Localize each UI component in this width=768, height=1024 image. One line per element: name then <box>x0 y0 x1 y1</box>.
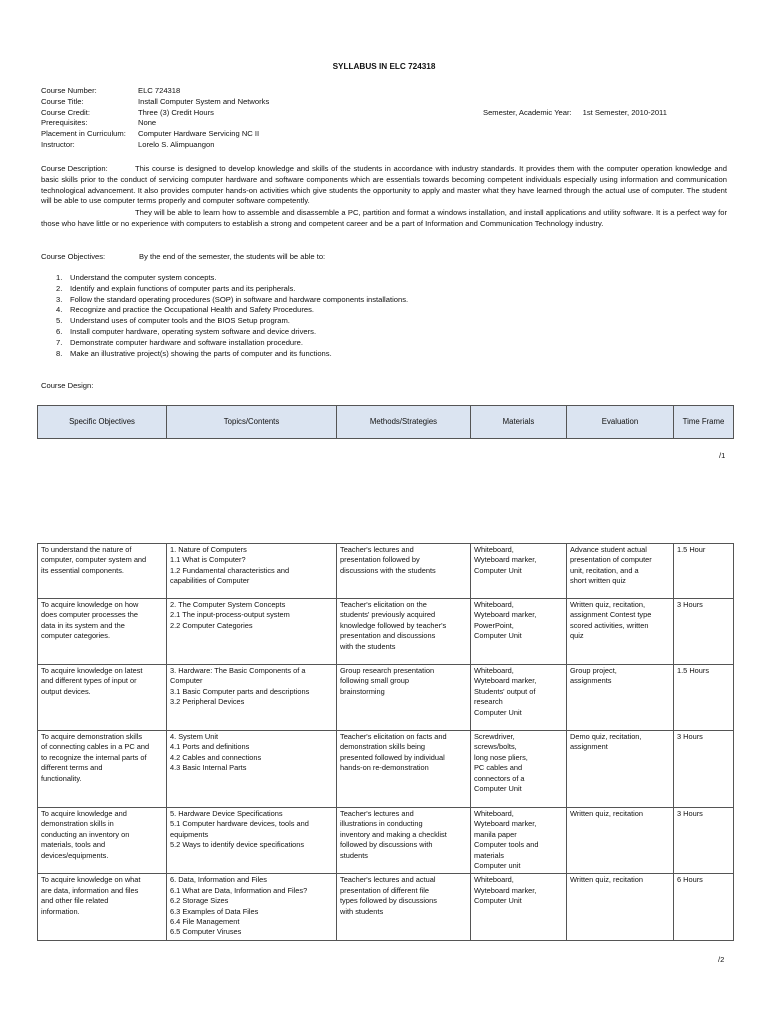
page-number: /2 <box>718 955 725 964</box>
cell-line: Computer Unit <box>474 784 522 794</box>
cell-line: Whiteboard, <box>474 809 514 818</box>
cell-line: demonstration skills being <box>340 742 426 752</box>
cell-materials <box>471 874 567 940</box>
cell-line: assignments <box>570 676 612 686</box>
cell-topics <box>167 808 337 874</box>
cell-line: Teacher's lectures and actual <box>340 875 436 885</box>
cell-line: 1. Nature of Computers <box>170 545 247 554</box>
cell-line: Computer unit <box>474 861 521 871</box>
semester-info <box>483 108 667 119</box>
cell-methods <box>337 544 471 599</box>
cell-line: presentation followed by <box>340 555 420 565</box>
cell-line: unit, recitation, and a <box>570 565 639 575</box>
objective-text: Demonstrate computer hardware and software installation procedure. <box>70 337 303 347</box>
cell-line: quiz <box>570 631 584 641</box>
cell-methods <box>337 874 471 940</box>
cell-line: inventory and making a checklist <box>340 829 447 839</box>
cell-line: materials, tools and <box>41 840 106 850</box>
objective-number: 6. <box>56 326 63 336</box>
cell-line: and other file related <box>41 896 109 906</box>
info-row-course-title <box>41 97 269 108</box>
header-materials: Materials <box>471 406 567 439</box>
cell-line: following small group <box>340 676 410 686</box>
cell-line: illustrations in conducting <box>340 819 423 829</box>
cell-line: manila paper <box>474 829 517 839</box>
semester-label: Semester, Academic Year: <box>483 108 572 117</box>
header-topics-contents: Topics/Contents <box>167 406 337 439</box>
cell-line: Computer Unit <box>474 631 522 641</box>
table-row <box>38 544 734 599</box>
course-design-table <box>37 543 734 941</box>
cell-line: Written quiz, recitation, <box>570 600 646 609</box>
cell-line: Wyteboard marker, <box>474 676 537 686</box>
cell-line: Advance student actual <box>570 545 647 554</box>
info-row-prerequisites <box>41 118 269 129</box>
objective-number: 4. <box>56 305 63 315</box>
cell-topics <box>167 665 337 731</box>
course-description <box>41 164 727 207</box>
info-value: Install Computer System and Networks <box>138 96 270 106</box>
cell-line: 6.4 File Management <box>170 917 240 927</box>
cell-line: Written quiz, recitation <box>570 809 643 818</box>
cell-specific-objective <box>38 808 167 874</box>
cell-line: presented followed by individual <box>340 752 445 762</box>
cell-line: Students' output of <box>474 686 536 696</box>
objective-item <box>56 295 408 306</box>
cell-line: does computer processes the <box>41 610 138 620</box>
info-row-course-credit <box>41 108 269 119</box>
cell-line: Whiteboard, <box>474 545 514 554</box>
cell-evaluation <box>567 544 674 599</box>
cell-line: to recognize the internal parts of <box>41 752 147 762</box>
cell-line: To acquire knowledge on latest <box>41 666 143 675</box>
cell-materials <box>471 731 567 808</box>
cell-topics <box>167 599 337 665</box>
objective-text: Follow the standard operating procedures (SOP) in software and hardware components installations. <box>70 294 409 304</box>
cell-line: To acquire demonstration skills <box>41 732 143 741</box>
cell-time-frame: 3 Hours <box>674 599 734 665</box>
table-row <box>38 665 734 731</box>
cell-line: 4. System Unit <box>170 732 219 741</box>
cell-line: Written quiz, recitation <box>570 875 643 885</box>
objective-item <box>56 305 408 316</box>
objective-number: 3. <box>56 294 63 304</box>
cell-time-frame: 6 Hours <box>674 874 734 940</box>
cell-line: Wyteboard marker, <box>474 885 537 895</box>
cell-line: PC cables and <box>474 763 523 773</box>
cell-topics <box>167 544 337 599</box>
cell-line: 3. Hardware: The Basic Components of a <box>170 666 306 675</box>
cell-line: To understand the nature of <box>41 545 132 554</box>
cell-line: Computer <box>170 676 203 686</box>
objectives-heading <box>41 252 325 263</box>
cell-line: 5.2 Ways to identify device specifications <box>170 840 305 850</box>
info-row-instructor <box>41 140 269 151</box>
info-label: Course Title: <box>41 96 84 106</box>
cell-line: types followed by discussions <box>340 896 437 906</box>
cell-evaluation <box>567 665 674 731</box>
cell-evaluation <box>567 874 674 940</box>
description-paragraph-1: This course is designed to develop knowledge and skills of the students in accordance with industry standards. It provides them with the computer operation knowledge and basic skills prior to the conduct of servicing computer hardware and software components which are essentials towards becoming competent individuals especially using information and communication technological advancement. It also provides computer hands-on activities which give students the opportunity to apply and master what they have learned through the actual use of computer. The student will be able to use computer terms properly and computer software competently. <box>41 164 727 206</box>
objectives-label: Course Objectives: <box>41 252 106 261</box>
cell-line: Group research presentation <box>340 666 435 675</box>
cell-specific-objective <box>38 665 167 731</box>
objective-item <box>56 284 408 295</box>
cell-specific-objective <box>38 731 167 808</box>
cell-line: capabilities of Computer <box>170 576 250 586</box>
cell-materials <box>471 544 567 599</box>
cell-line: knowledge followed by teacher's <box>340 620 447 630</box>
objective-number: 1. <box>56 273 63 282</box>
cell-line: presentation of computer <box>570 555 652 565</box>
objective-text: Understand uses of computer tools and the BIOS Setup program. <box>70 316 290 326</box>
cell-line: 6.5 Computer Viruses <box>170 927 242 937</box>
cell-line: Computer Unit <box>474 896 522 906</box>
cell-line: functionality. <box>41 773 82 783</box>
cell-line: assignment Contest type <box>570 610 652 620</box>
cell-line: Computer tools and <box>474 840 539 850</box>
cell-line: assignment <box>570 742 608 752</box>
objective-text: Understand the computer system concepts. <box>70 273 217 282</box>
cell-line: of connecting cables in a PC and <box>41 742 150 752</box>
cell-line: 4.3 Basic Internal Parts <box>170 763 247 773</box>
cell-line: Wyteboard marker, <box>474 819 537 829</box>
info-row-placement <box>41 129 269 140</box>
cell-line: devices/equipments. <box>41 850 109 860</box>
objective-text: Install computer hardware, operating system software and device drivers. <box>70 326 317 336</box>
cell-specific-objective <box>38 599 167 665</box>
cell-time-frame: 3 Hours <box>674 731 734 808</box>
table-row <box>38 731 734 808</box>
cell-specific-objective <box>38 874 167 940</box>
cell-line: Computer Unit <box>474 565 522 575</box>
header-time-frame: Time Frame <box>674 406 734 439</box>
info-label: Course Number: <box>41 86 97 95</box>
cell-line: Computer Unit <box>474 707 522 717</box>
cell-methods <box>337 599 471 665</box>
cell-line: discussions with the students <box>340 565 436 575</box>
cell-line: screws/bolts, <box>474 742 517 752</box>
cell-line: 5. Hardware Device Specifications <box>170 809 283 818</box>
description-label: Course Description: <box>41 164 108 173</box>
cell-line: demonstration skills in <box>41 819 114 829</box>
cell-line: with the students <box>340 641 396 651</box>
cell-line: Wyteboard marker, <box>474 555 537 565</box>
cell-line: Whiteboard, <box>474 666 514 675</box>
cell-line: different terms and <box>41 763 103 773</box>
info-value: None <box>138 118 157 128</box>
cell-line: output devices. <box>41 686 91 696</box>
cell-methods <box>337 808 471 874</box>
cell-line: its essential components. <box>41 565 124 575</box>
cell-methods <box>337 665 471 731</box>
cell-evaluation <box>567 599 674 665</box>
cell-line: 2.1 The input-process-output system <box>170 610 290 620</box>
cell-line: information. <box>41 906 80 916</box>
cell-line: Teacher's lectures and <box>340 545 414 554</box>
objective-item <box>56 349 408 360</box>
table-row <box>38 808 734 874</box>
cell-line: Demo quiz, recitation, <box>570 732 642 741</box>
cell-time-frame: 1.5 Hours <box>674 665 734 731</box>
cell-line: To acquire knowledge on what <box>41 875 141 885</box>
objective-text: Identify and explain functions of computer parts and its peripherals. <box>70 283 296 293</box>
cell-line: 4.2 Cables and connections <box>170 752 262 762</box>
page-title: SYLLABUS IN ELC 724318 <box>332 62 436 71</box>
info-value: Computer Hardware Servicing NC II <box>138 129 260 139</box>
objective-text: Make an illustrative project(s) showing the parts of computer and its functions. <box>70 348 332 358</box>
cell-line: 6.2 Storage Sizes <box>170 896 229 906</box>
cell-line: data in its system and the <box>41 620 125 630</box>
cell-line: 2. The Computer System Concepts <box>170 600 286 609</box>
cell-line: 6.1 What are Data, Information and Files? <box>170 885 308 895</box>
cell-line: To acquire knowledge on how <box>41 600 139 609</box>
cell-line: 3.2 Peripheral Devices <box>170 697 245 707</box>
cell-line: materials <box>474 850 504 860</box>
objective-item <box>56 273 408 284</box>
cell-materials <box>471 599 567 665</box>
cell-evaluation <box>567 731 674 808</box>
cell-line: 6. Data, Information and Files <box>170 875 267 885</box>
course-design-header-table <box>37 405 734 439</box>
header-methods-strategies: Methods/Strategies <box>337 406 471 439</box>
header-evaluation: Evaluation <box>567 406 674 439</box>
info-label: Instructor: <box>41 139 75 149</box>
semester-value: 1st Semester, 2010-2011 <box>582 108 667 117</box>
cell-line: presentation of different file <box>340 885 430 895</box>
cell-line: connectors of a <box>474 773 525 783</box>
objective-number: 2. <box>56 283 63 293</box>
cell-line: 1.1 What is Computer? <box>170 555 246 565</box>
header-specific-objectives: Specific Objectives <box>38 406 167 439</box>
cell-methods <box>337 731 471 808</box>
cell-line: Group project, <box>570 666 617 675</box>
description-paragraph-2: They will be able to learn how to assemble and disassemble a PC, partition and format a windows installation, and install applications and utility software. It is a perfect way for those who have little or no experience with computers to establish a strong and competent career and be a part of Information and Communication Technology industry. <box>41 208 727 228</box>
cell-line: students' previously acquired <box>340 610 436 620</box>
cell-line: 4.1 Ports and definitions <box>170 742 250 752</box>
objective-item <box>56 338 408 349</box>
course-design-label: Course Design: <box>41 381 94 390</box>
cell-materials <box>471 665 567 731</box>
info-label: Prerequisites: <box>41 118 88 128</box>
cell-line: 2.2 Computer Categories <box>170 620 253 630</box>
cell-line: Teacher's elicitation on facts and <box>340 732 447 741</box>
table-row <box>38 599 734 665</box>
cell-time-frame: 1.5 Hour <box>674 544 734 599</box>
info-label: Course Credit: <box>41 107 90 117</box>
course-info <box>41 86 269 151</box>
cell-line: 3.1 Basic Computer parts and descriptions <box>170 686 310 696</box>
cell-line: are data, information and files <box>41 885 139 895</box>
objectives-intro: By the end of the semester, the students will be able to: <box>139 252 326 261</box>
cell-line: short written quiz <box>570 576 626 586</box>
cell-line: equipments <box>170 829 209 839</box>
cell-line: Teacher's lectures and <box>340 809 414 818</box>
cell-line: PowerPoint, <box>474 620 514 630</box>
info-row-course-number <box>41 86 269 97</box>
cell-line: Wyteboard marker, <box>474 610 537 620</box>
cell-line: with students <box>340 906 384 916</box>
cell-line: Teacher's elicitation on the <box>340 600 427 609</box>
objective-number: 5. <box>56 316 63 326</box>
cell-materials <box>471 808 567 874</box>
cell-line: conducting an inventory on <box>41 829 130 839</box>
page-number: /1 <box>719 451 726 460</box>
info-label: Placement in Curriculum: <box>41 129 126 139</box>
cell-line: and different types of input or <box>41 676 137 686</box>
info-value: Three (3) Credit Hours <box>138 107 214 117</box>
cell-line: computer, computer system and <box>41 555 147 565</box>
cell-line: presentation and discussions <box>340 631 436 641</box>
info-value: Lorelo S. Alimpuangon <box>138 139 215 149</box>
cell-specific-objective <box>38 544 167 599</box>
cell-topics <box>167 874 337 940</box>
cell-line: 1.2 Fundamental characteristics and <box>170 565 290 575</box>
cell-line: hands-on re-demonstration <box>340 763 429 773</box>
cell-topics <box>167 731 337 808</box>
objective-number: 7. <box>56 337 63 347</box>
header-row <box>38 406 734 439</box>
info-value: ELC 724318 <box>138 86 181 95</box>
cell-line: scored activities, written <box>570 620 649 630</box>
objective-item <box>56 316 408 327</box>
table-row <box>38 874 734 940</box>
cell-line: Whiteboard, <box>474 875 514 885</box>
cell-time-frame: 3 Hours <box>674 808 734 874</box>
objective-item <box>56 327 408 338</box>
cell-evaluation <box>567 808 674 874</box>
objectives-list <box>56 273 408 359</box>
cell-line: students <box>340 850 368 860</box>
cell-line: followed by discussions with <box>340 840 433 850</box>
cell-line: To acquire knowledge and <box>41 809 127 818</box>
cell-line: computer categories. <box>41 631 111 641</box>
objective-number: 8. <box>56 348 63 358</box>
cell-line: Whiteboard, <box>474 600 514 609</box>
cell-line: long nose pliers, <box>474 752 528 762</box>
cell-line: research <box>474 697 503 707</box>
cell-line: brainstorming <box>340 686 385 696</box>
cell-line: 5.1 Computer hardware devices, tools and <box>170 819 309 829</box>
cell-line: Screwdriver, <box>474 732 515 741</box>
objective-text: Recognize and practice the Occupational Health and Safety Procedures. <box>70 305 314 315</box>
cell-line: 6.3 Examples of Data Files <box>170 906 259 916</box>
